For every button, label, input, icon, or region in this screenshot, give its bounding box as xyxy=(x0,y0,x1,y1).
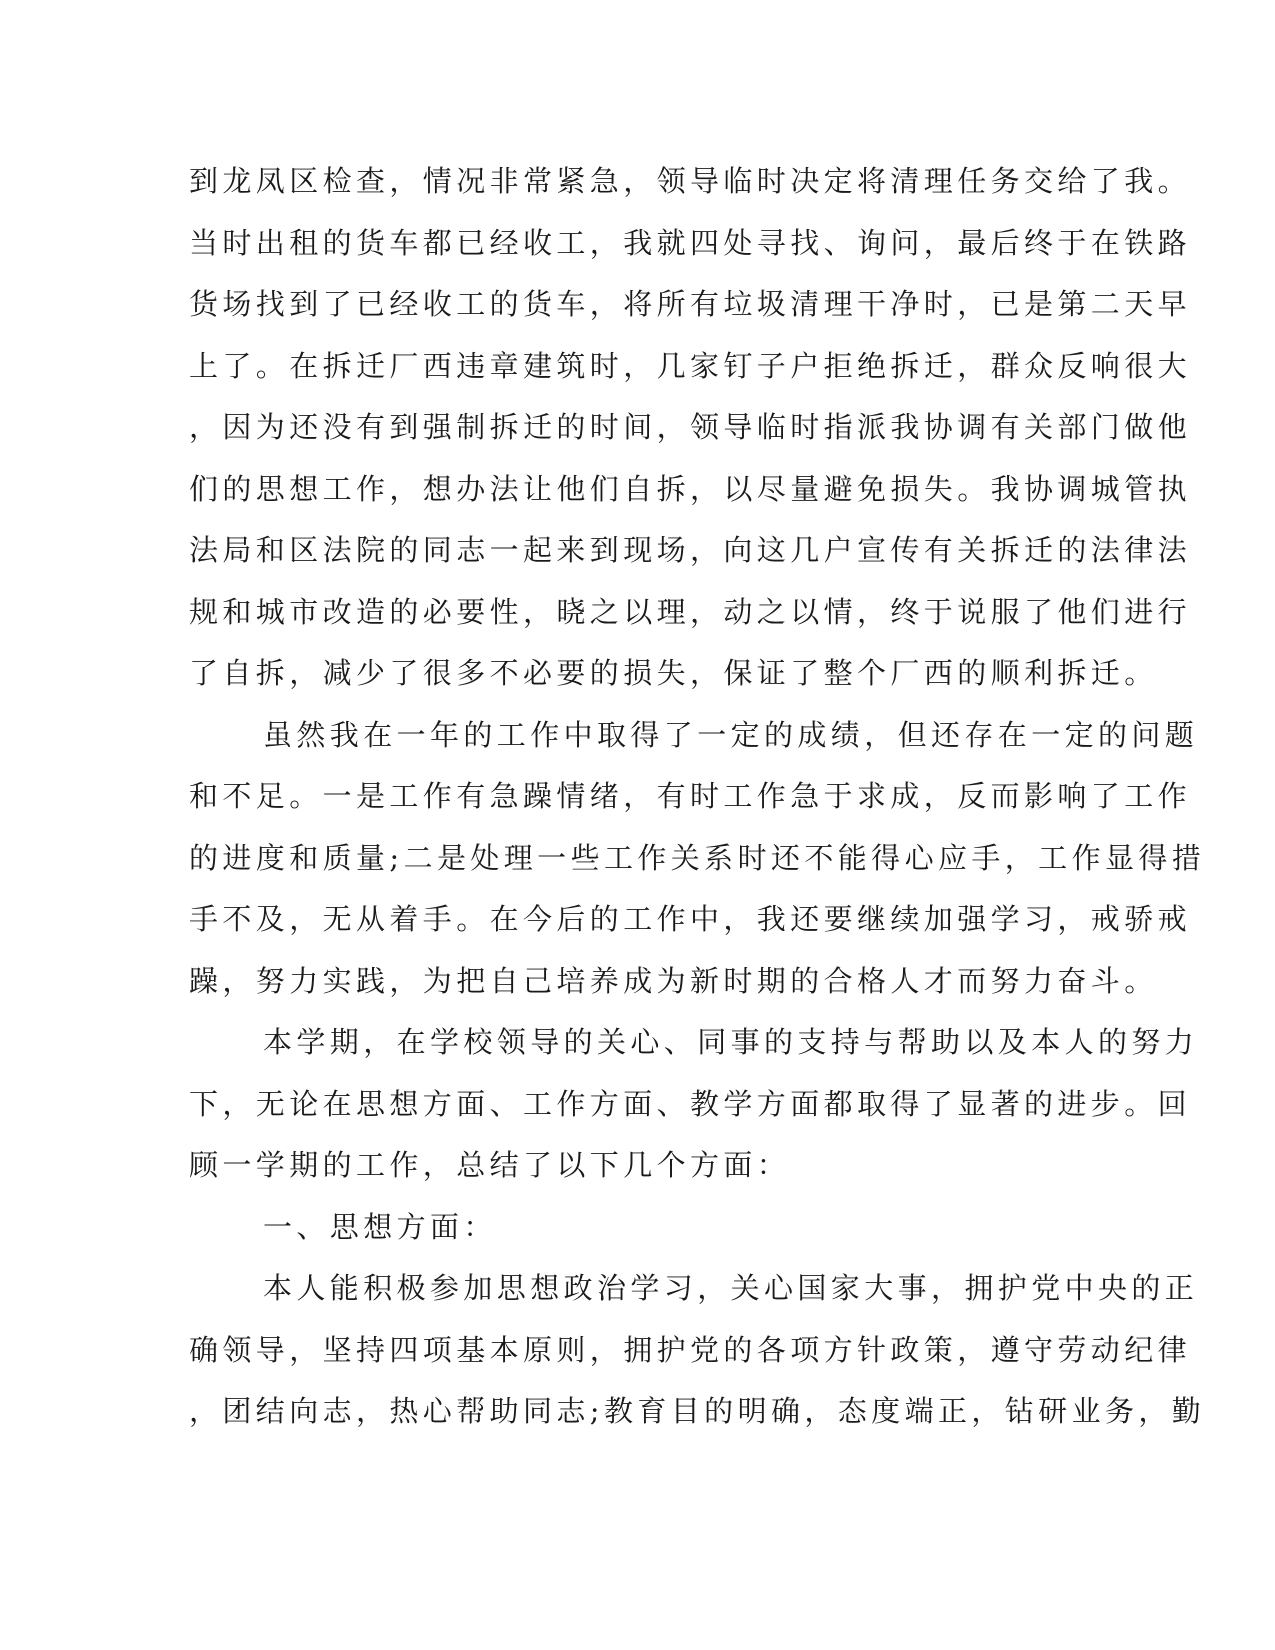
text-line: 手不及，无从着手。在今后的工作中，我还要继续加强学习，戒骄戒 xyxy=(189,902,1192,936)
text-line: 和不足。一是工作有急躁情绪，有时工作急于求成，反而影响了工作 xyxy=(189,779,1192,813)
paragraph-first-line: 本学期，在学校领导的关心、同事的支持与帮助以及本人的努力 xyxy=(263,1025,1199,1059)
text-line: 的进度和质量;二是处理一些工作关系时还不能得心应手，工作显得措 xyxy=(189,840,1206,875)
text-line: 了自拆，减少了很多不必要的损失，保证了整个厂西的顺利拆迁。 xyxy=(189,656,1158,690)
text-line: 们的思想工作，想办法让他们自拆，以尽量避免损失。我协调城管执 xyxy=(189,471,1192,506)
text-line: 规和城市改造的必要性，晓之以理，动之以情，终于说服了他们进行 xyxy=(189,594,1192,629)
text-line: 当时出租的货车都已经收工，我就四处寻找、询问，最后终于在铁路 xyxy=(189,225,1192,260)
text-line: 上了。在拆迁厂西违章建筑时，几家钉子户拒绝拆迁，群众反响很大 xyxy=(189,348,1192,383)
paragraph-first-line: 本人能积极参加思想政治学习，关心国家大事，拥护党中央的正 xyxy=(263,1271,1199,1305)
text-line: 法局和区法院的同志一起来到现场，向这几户宣传有关拆迁的法律法 xyxy=(189,533,1192,567)
text-line: 货场找到了已经收工的货车，将所有垃圾清理干净时，已是第二天早 xyxy=(189,287,1192,321)
document-body xyxy=(189,162,1206,1454)
paragraph-first-line: 虽然我在一年的工作中取得了一定的成绩，但还存在一定的问题 xyxy=(263,717,1199,752)
text-line: 下，无论在思想方面、工作方面、教学方面都取得了显著的进步。回 xyxy=(189,1086,1192,1121)
text-line: 顾一学期的工作，总结了以下几个方面： xyxy=(189,1148,791,1182)
text-line: ，团结向志，热心帮助同志;教育目的明确，态度端正，钻研业务，勤 xyxy=(189,1394,1206,1428)
text-line: 到龙凤区检查，情况非常紧急，领导临时决定将清理任务交给了我。 xyxy=(189,164,1192,198)
text-line: 躁，努力实践，为把自己培养成为新时期的合格人才而努力奋斗。 xyxy=(189,963,1158,998)
text-line: 确领导，坚持四项基本原则，拥护党的各项方针政策，遵守劳动纪律 xyxy=(189,1332,1192,1367)
text-line: ，因为还没有到强制拆迁的时间，领导临时指派我协调有关部门做他 xyxy=(189,410,1192,444)
section-heading: 一、思想方面： xyxy=(263,1209,497,1244)
